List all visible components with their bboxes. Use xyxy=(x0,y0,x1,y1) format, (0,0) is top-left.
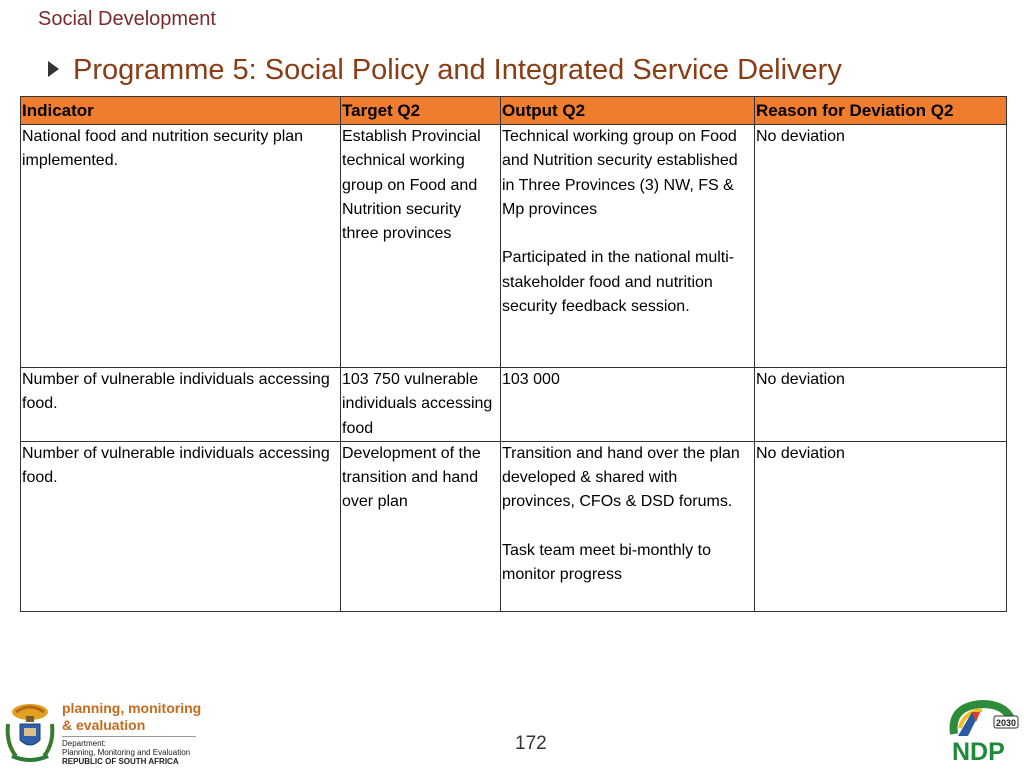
arrow-bullet-icon xyxy=(48,61,59,77)
section-label: Social Development xyxy=(38,8,216,30)
indicator-table xyxy=(20,96,1007,612)
cell-target: Development of the transition and hand over plan xyxy=(341,441,501,611)
page-number: 172 xyxy=(515,733,547,754)
dpme-divider xyxy=(62,736,196,737)
table-row xyxy=(21,125,1007,368)
cell-reason: No deviation xyxy=(755,441,1007,611)
cell-reason: No deviation xyxy=(755,368,1007,442)
column-header-reason: Reason for Deviation Q2 xyxy=(755,97,1007,125)
cell-indicator: National food and nutrition security plan implemented. xyxy=(21,125,341,368)
cell-output: Technical working group on Food and Nutrition security established in Three Provinces (3) NW, FS & Mp provinces Participated in the national multi-stakeholder food and nutrition security feedback session. xyxy=(501,125,755,368)
cell-reason: No deviation xyxy=(755,125,1007,368)
column-header-output: Output Q2 xyxy=(501,97,755,125)
dpme-line1: planning, monitoring xyxy=(62,700,202,716)
ndp-logo-icon xyxy=(946,698,1020,769)
coat-of-arms-icon xyxy=(2,700,58,769)
cell-target: Establish Provincial technical working group on Food and Nutrition security three provinces xyxy=(341,125,501,368)
ndp-text: NDP xyxy=(952,738,1005,764)
slide-title: Programme 5: Social Policy and Integrated Service Delivery xyxy=(73,54,842,86)
dpme-dept-name: Planning, Monitoring and Evaluation xyxy=(62,748,191,757)
column-header-indicator: Indicator xyxy=(21,97,341,125)
table-header-row xyxy=(21,97,1007,125)
cell-target: 103 750 vulnerable individuals accessing food xyxy=(341,368,501,442)
dpme-wordmark xyxy=(62,700,201,766)
cell-indicator: Number of vulnerable individuals accessing food. xyxy=(21,368,341,442)
dpme-country: REPUBLIC OF SOUTH AFRICA xyxy=(62,757,179,766)
table-row xyxy=(21,368,1007,442)
dpme-line2: & evaluation xyxy=(62,717,146,733)
table-row xyxy=(21,441,1007,611)
ndp-year: 2030 xyxy=(996,718,1017,728)
dpme-dept-label: Department: xyxy=(62,739,107,748)
title-row xyxy=(48,54,842,87)
cell-output: 103 000 xyxy=(501,368,755,442)
column-header-target: Target Q2 xyxy=(341,97,501,125)
cell-indicator: Number of vulnerable individuals accessing food. xyxy=(21,441,341,611)
cell-output: Transition and hand over the plan developed & shared with provinces, CFOs & DSD forums. Task team meet bi-monthly to monitor progress xyxy=(501,441,755,611)
